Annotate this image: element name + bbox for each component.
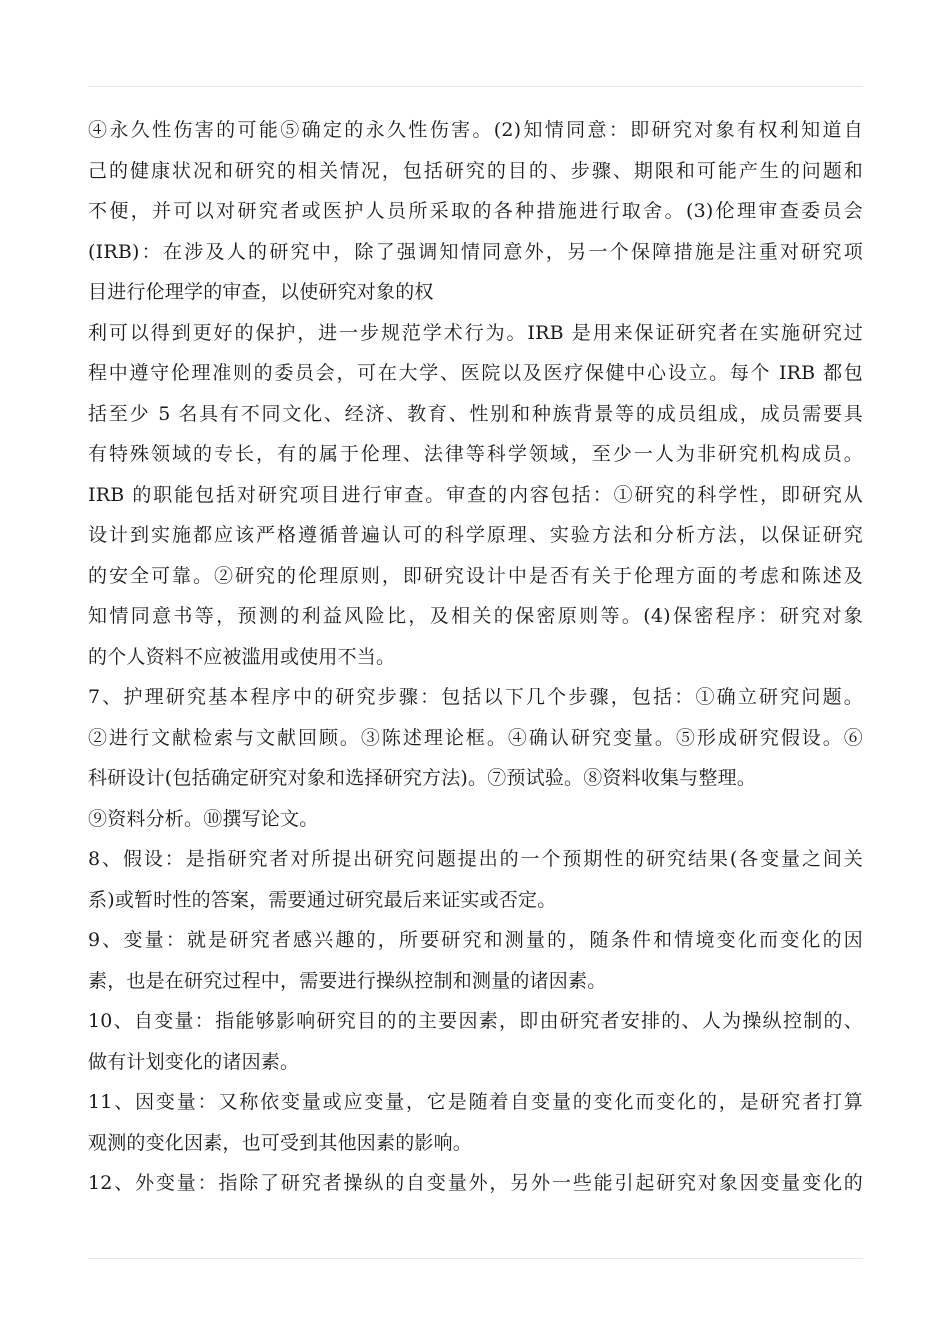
text-line: 科研设计(包括确定研究对象和选择研究方法)。⑦预试验。⑧资料收集与整理。 bbox=[88, 767, 757, 789]
text-line: 8、假设：是指研究者对所提出研究问题提出的一个预期性的研究结果(各变量之间关 bbox=[88, 848, 863, 870]
text-line: 括至少 5 名具有不同文化、经济、教育、性别和种族背景等的成员组成，成员需要具 bbox=[88, 402, 863, 425]
text-line: (IRB)：在涉及人的研究中，除了强调知情同意外，另一个保障措施是注重对研究项 bbox=[88, 240, 863, 263]
text-line: 10、自变量：指能够影响研究目的的主要因素，即由研究者安排的、人为操纵控制的、 bbox=[88, 1010, 863, 1032]
text-line: IRB 的职能包括对研究项目进行审查。审查的内容包括：①研究的科学性，即研究从 bbox=[88, 483, 863, 506]
text-line: 不便，并可以对研究者或医护人员所采取的各种措施进行取舍。(3)伦理审查委员会 bbox=[88, 200, 863, 222]
text-line: 观测的变化因素，也可受到其他因素的影响。 bbox=[88, 1131, 473, 1154]
text-line: ②进行文献检索与文献回顾。③陈述理论框。④确认研究变量。⑤形成研究假设。⑥ bbox=[88, 726, 863, 749]
text-line: 程中遵守伦理准则的委员会，可在大学、医院以及医疗保健中心设立。每个 IRB 都包 bbox=[88, 362, 863, 384]
text-line: 做有计划变化的诸因素。 bbox=[88, 1050, 300, 1073]
text-line: 目进行伦理学的审查，以使研究对象的权 bbox=[88, 281, 434, 303]
text-line: 知情同意书等，预测的利益风险比，及相关的保密原则等。(4)保密程序：研究对象 bbox=[88, 605, 863, 627]
header-rule bbox=[88, 86, 863, 87]
text-line: 己的健康状况和研究的相关情况，包括研究的目的、步骤、期限和可能产生的问题和 bbox=[88, 159, 863, 182]
text-line: 的个人资料不应被滥用或使用不当。 bbox=[88, 645, 396, 668]
text-line: 9、变量：就是研究者感兴趣的，所要研究和测量的，随条件和情境变化而变化的因 bbox=[88, 929, 863, 951]
text-line: 7、护理研究基本程序中的研究步骤：包括以下几个步骤，包括：①确立研究问题。 bbox=[88, 686, 863, 708]
text-line: 的安全可靠。②研究的伦理原则，即研究设计中是否有关于伦理方面的考虑和陈述及 bbox=[88, 564, 863, 587]
text-line: 利可以得到更好的保护，进一步规范学术行为。IRB 是用来保证研究者在实施研究过 bbox=[88, 321, 863, 344]
text-line: 设计到实施都应该严格遵循普遍认可的科学原理、实验方法和分析方法，以保证研究 bbox=[88, 524, 863, 546]
footer-rule bbox=[88, 1258, 863, 1259]
text-line: 素，也是在研究过程中，需要进行操纵控制和测量的诸因素。 bbox=[88, 969, 607, 992]
text-line: ⑨资料分析。⑩撰写论文。 bbox=[88, 807, 319, 830]
text-line: 12、外变量：指除了研究者操纵的自变量外，另外一些能引起研究对象因变量变化的 bbox=[88, 1172, 863, 1194]
text-line: 有特殊领域的专长，有的属于伦理、法律等科学领域，至少一人为非研究机构成员。 bbox=[88, 443, 863, 465]
document-body bbox=[88, 110, 863, 1204]
text-line: ④永久性伤害的可能⑤确定的永久性伤害。(2)知情同意：即研究对象有权利知道自 bbox=[88, 119, 863, 141]
text-line: 11、因变量：又称依变量或应变量，它是随着自变量的变化而变化的，是研究者打算 bbox=[88, 1091, 863, 1113]
text-line: 系)或暂时性的答案，需要通过研究最后来证实或否定。 bbox=[88, 888, 557, 911]
